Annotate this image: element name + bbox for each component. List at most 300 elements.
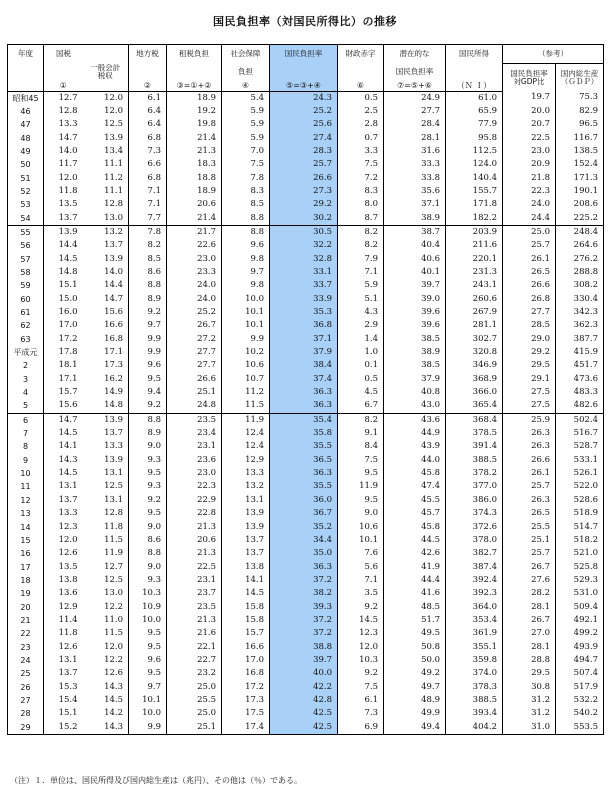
table-row	[8, 346, 604, 359]
table-row	[8, 212, 604, 226]
value-cell: 6.4	[129, 118, 167, 131]
year-cell: 平成元	[8, 346, 44, 359]
value-cell: 7.0	[222, 145, 270, 158]
value-cell: 9.0	[338, 507, 384, 520]
value-cell: 9.9	[129, 333, 167, 346]
table-row	[8, 279, 604, 292]
value-cell: 39.7	[384, 279, 446, 292]
value-cell: 37.2	[270, 627, 338, 640]
table-row	[8, 373, 604, 386]
value-cell: 36.8	[270, 319, 338, 332]
value-cell: 378.3	[446, 681, 503, 694]
value-cell: 11.5	[222, 399, 270, 413]
value-cell: 14.7	[44, 413, 83, 427]
value-cell: 19.8	[167, 118, 222, 131]
value-cell: 28.5	[503, 319, 556, 332]
value-cell: 112.5	[446, 145, 503, 158]
value-cell: 33.9	[270, 293, 338, 306]
value-cell: 16.6	[222, 641, 270, 654]
value-cell: 49.7	[384, 681, 446, 694]
value-cell: 14.3	[83, 721, 129, 735]
value-cell: 25.7	[503, 480, 556, 493]
value-cell: 13.3	[83, 440, 129, 453]
value-cell: 308.2	[556, 279, 604, 292]
value-cell: 36.3	[270, 561, 338, 574]
value-cell: 12.0	[83, 105, 129, 118]
value-cell: 23.2	[167, 667, 222, 680]
value-cell: 13.7	[58, 212, 78, 223]
table-row	[8, 667, 604, 680]
value-cell: 24.3	[270, 91, 338, 105]
sub-akaji: ⑥	[338, 80, 384, 92]
value-cell: 1.0	[338, 346, 384, 359]
value-cell: 35.3	[270, 306, 338, 319]
value-cell: 25.1	[167, 721, 222, 735]
value-cell: 9.6	[222, 239, 270, 252]
value-cell: 44.4	[384, 574, 446, 587]
value-cell: 9.2	[129, 399, 167, 413]
value-cell: 171.8	[446, 198, 503, 211]
value-cell: 11.2	[83, 172, 129, 185]
value-cell: 7.5	[338, 681, 384, 694]
year-cell: 16	[8, 547, 44, 560]
year-cell: 63	[8, 333, 44, 346]
value-cell: 11.7	[58, 159, 78, 170]
value-cell: 20.6	[167, 198, 222, 211]
value-cell: 28.1	[503, 601, 556, 614]
year-cell: 26	[8, 681, 44, 694]
value-cell: 9.3	[129, 574, 167, 587]
table-row	[8, 547, 604, 560]
value-cell: 377.0	[446, 480, 503, 493]
value-cell: 330.4	[556, 293, 604, 306]
value-cell: 7.7	[129, 212, 167, 226]
value-cell: 14.5	[58, 253, 78, 264]
value-cell: 365.4	[446, 399, 503, 413]
value-cell: 23.5	[167, 601, 222, 614]
year-cell: 62	[8, 319, 44, 332]
value-cell: 17.3	[222, 694, 270, 707]
value-cell: 51.7	[384, 614, 446, 627]
value-cell: 9.2	[129, 306, 167, 319]
value-cell: 387.7	[556, 333, 604, 346]
value-cell: 35.0	[270, 547, 338, 560]
value-cell: 17.4	[222, 721, 270, 735]
value-cell: 26.6	[167, 373, 222, 386]
table-row	[8, 494, 604, 507]
value-cell: 208.6	[556, 198, 604, 211]
value-cell: 13.7	[58, 494, 78, 505]
value-cell: 9.3	[129, 454, 167, 467]
value-cell: 155.7	[446, 185, 503, 198]
year-cell: 6	[8, 413, 44, 427]
table-row	[8, 681, 604, 694]
value-cell: 8.5	[222, 198, 270, 211]
value-cell: 23.0	[503, 145, 556, 158]
value-cell: 27.0	[503, 627, 556, 640]
table-row	[8, 399, 604, 413]
value-cell: 38.9	[384, 212, 446, 226]
value-cell: 37.2	[270, 614, 338, 627]
value-cell: 11.8	[58, 628, 78, 639]
value-cell: 24.4	[503, 212, 556, 226]
value-cell: 40.0	[270, 667, 338, 680]
year-cell: 2	[8, 359, 44, 372]
value-cell: 16.0	[58, 307, 78, 317]
value-cell: 13.9	[83, 132, 129, 145]
table-row	[8, 574, 604, 587]
value-cell: 11.9	[222, 413, 270, 427]
value-cell: 362.3	[556, 319, 604, 332]
year-cell: 13	[8, 507, 44, 520]
value-cell: 29.5	[503, 359, 556, 372]
value-cell: 9.8	[222, 253, 270, 266]
value-cell: 5.1	[338, 293, 384, 306]
value-cell: 38.8	[270, 641, 338, 654]
value-cell: 35.4	[270, 413, 338, 427]
value-cell: 13.4	[83, 145, 129, 158]
value-cell: 13.5	[58, 199, 78, 210]
value-cell: 14.1	[222, 574, 270, 587]
value-cell: 22.8	[167, 507, 222, 520]
value-cell: 499.2	[556, 627, 604, 640]
value-cell: 13.3	[58, 508, 78, 519]
value-cell: 0.5	[338, 373, 384, 386]
value-cell: 387.4	[446, 561, 503, 574]
value-cell: 37.9	[270, 346, 338, 359]
value-cell: 14.1	[58, 441, 78, 452]
value-cell: 320.8	[446, 346, 503, 359]
value-cell: 11.2	[222, 386, 270, 399]
table-row	[8, 198, 604, 211]
value-cell: 7.5	[338, 454, 384, 467]
year-cell: 12	[8, 494, 44, 507]
value-cell: 13.3	[222, 467, 270, 480]
sub-chihozei: ②	[129, 80, 167, 92]
table-header	[8, 45, 604, 92]
table-row	[8, 105, 604, 118]
value-cell: 29.2	[503, 346, 556, 359]
value-cell: 48.5	[384, 601, 446, 614]
value-cell: 25.1	[167, 386, 222, 399]
value-cell: 65.9	[446, 105, 503, 118]
value-cell: 4.3	[338, 306, 384, 319]
value-cell: 29.5	[503, 667, 556, 680]
value-cell: 15.7	[58, 387, 78, 398]
value-cell: 7.8	[129, 225, 167, 239]
value-cell: 1.4	[338, 333, 384, 346]
value-cell: 17.5	[222, 707, 270, 720]
value-cell: 361.9	[446, 627, 503, 640]
value-cell: 366.0	[446, 386, 503, 399]
value-cell: 16.6	[83, 319, 129, 332]
value-cell: 17.2	[222, 681, 270, 694]
value-cell: 11.9	[338, 480, 384, 493]
year-cell: 27	[8, 694, 44, 707]
value-cell: 41.6	[384, 587, 446, 600]
value-cell: 378.2	[446, 467, 503, 480]
value-cell: 509.4	[556, 601, 604, 614]
year-cell: 56	[8, 239, 44, 252]
value-cell: 9.3	[129, 480, 167, 493]
value-cell: 25.1	[503, 534, 556, 547]
value-cell: 17.2	[58, 333, 78, 344]
value-cell: 12.2	[83, 654, 129, 667]
value-cell: 16.2	[83, 373, 129, 386]
value-cell: 33.1	[270, 266, 338, 279]
value-cell: 152.4	[556, 158, 604, 171]
value-cell: 23.3	[167, 266, 222, 279]
value-cell: 15.6	[83, 306, 129, 319]
year-cell: 25	[8, 667, 44, 680]
value-cell: 13.7	[58, 668, 78, 679]
header-sanko: （参考）	[503, 45, 604, 64]
value-cell: 8.9	[129, 293, 167, 306]
value-cell: 12.3	[338, 627, 384, 640]
value-cell: 13.8	[58, 574, 78, 585]
value-cell: 8.2	[338, 225, 384, 239]
value-cell: 40.1	[384, 266, 446, 279]
table-row	[8, 293, 604, 306]
value-cell: 9.0	[129, 521, 167, 534]
value-cell: 32.8	[270, 253, 338, 266]
header-gdp-ratio-2: 対GDP比	[513, 76, 545, 86]
value-cell: 12.5	[83, 118, 129, 131]
value-cell: 19.2	[167, 105, 222, 118]
table-row	[8, 707, 604, 720]
value-cell: 37.1	[270, 333, 338, 346]
value-cell: 8.0	[338, 198, 384, 211]
table-row	[8, 359, 604, 372]
value-cell: 43.9	[384, 440, 446, 453]
value-cell: 9.6	[129, 654, 167, 667]
value-cell: 25.5	[167, 694, 222, 707]
header-gdp-1: 国内総生産	[560, 68, 599, 78]
table-row	[8, 601, 604, 614]
value-cell: 3.3	[338, 145, 384, 158]
value-cell: 372.6	[446, 521, 503, 534]
value-cell: 23.1	[167, 574, 222, 587]
header-senzai: 潜在的な	[384, 45, 446, 64]
value-cell: 13.2	[83, 225, 129, 239]
value-cell: 8.4	[338, 440, 384, 453]
value-cell: 171.3	[556, 172, 604, 185]
value-cell: 26.3	[503, 440, 556, 453]
value-cell: 15.3	[58, 681, 78, 692]
value-cell: 23.5	[167, 413, 222, 427]
value-cell: 25.7	[270, 158, 338, 171]
year-cell: 23	[8, 641, 44, 654]
value-cell: 41.9	[384, 561, 446, 574]
value-cell: 8.3	[338, 185, 384, 198]
value-cell: 28.2	[503, 587, 556, 600]
value-cell: 14.5	[83, 694, 129, 707]
value-cell: 26.6	[503, 454, 556, 467]
header-ippan-1: 一般会計	[90, 63, 121, 72]
value-cell: 346.9	[446, 359, 503, 372]
value-cell: 276.2	[556, 253, 604, 266]
year-cell: 昭和45	[8, 91, 44, 105]
value-cell: 0.5	[338, 91, 384, 105]
value-cell: 9.7	[129, 681, 167, 694]
value-cell: 8.8	[222, 212, 270, 226]
value-cell: 22.6	[167, 239, 222, 252]
value-cell: 264.6	[556, 239, 604, 252]
value-cell: 8.8	[129, 279, 167, 292]
header-shakai-2: 負担	[222, 64, 270, 80]
value-cell: 21.7	[167, 225, 222, 239]
year-cell: 24	[8, 654, 44, 667]
value-cell: 6.8	[129, 132, 167, 145]
value-cell: 8.2	[129, 239, 167, 252]
value-cell: 35.5	[270, 440, 338, 453]
value-cell: 14.9	[83, 386, 129, 399]
value-cell: 7.3	[338, 707, 384, 720]
table-row	[8, 521, 604, 534]
value-cell: 30.8	[503, 681, 556, 694]
value-cell: 31.0	[503, 721, 556, 735]
value-cell: 38.4	[270, 359, 338, 372]
value-cell: 77.9	[446, 118, 503, 131]
value-cell: 393.4	[446, 707, 503, 720]
value-cell: 11.0	[83, 614, 129, 627]
value-cell: 9.5	[129, 627, 167, 640]
value-cell: 14.8	[58, 266, 78, 277]
value-cell: 37.9	[384, 373, 446, 386]
value-cell: 12.0	[338, 641, 384, 654]
value-cell: 6.9	[338, 721, 384, 735]
value-cell: 6.1	[338, 694, 384, 707]
value-cell: 12.8	[83, 198, 129, 211]
value-cell: 35.6	[384, 185, 446, 198]
value-cell: 368.9	[446, 373, 503, 386]
value-cell: 25.2	[270, 105, 338, 118]
value-cell: 2.9	[338, 319, 384, 332]
value-cell: 26.6	[270, 172, 338, 185]
year-cell: 52	[8, 185, 44, 198]
table-row	[8, 427, 604, 440]
value-cell: 533.1	[556, 454, 604, 467]
value-cell: 49.4	[384, 721, 446, 735]
header-ippan-2: 税収	[97, 70, 113, 80]
value-cell: 26.7	[503, 561, 556, 574]
value-cell: 382.7	[446, 547, 503, 560]
value-cell: 388.5	[446, 454, 503, 467]
year-cell: 46	[8, 105, 44, 118]
table-row	[8, 654, 604, 667]
header-year: 年度	[8, 45, 44, 64]
value-cell: 9.4	[129, 386, 167, 399]
value-cell: 42.5	[270, 707, 338, 720]
value-cell: 39.0	[384, 293, 446, 306]
value-cell: 27.5	[503, 386, 556, 399]
value-cell: 22.7	[167, 654, 222, 667]
value-cell: 10.0	[129, 707, 167, 720]
value-cell: 20.0	[503, 105, 556, 118]
value-cell: 12.5	[83, 480, 129, 493]
value-cell: 0.7	[338, 132, 384, 145]
value-cell: 14.4	[83, 279, 129, 292]
value-cell: 190.1	[556, 185, 604, 198]
value-cell: 38.7	[384, 225, 446, 239]
value-cell: 7.8	[222, 172, 270, 185]
value-cell: 34.4	[270, 534, 338, 547]
year-cell: 59	[8, 279, 44, 292]
value-cell: 391.4	[446, 440, 503, 453]
value-cell: 49.2	[384, 667, 446, 680]
value-cell: 9.6	[129, 359, 167, 372]
value-cell: 243.1	[446, 279, 503, 292]
value-cell: 10.0	[222, 293, 270, 306]
value-cell: 36.0	[270, 494, 338, 507]
value-cell: 281.1	[446, 319, 503, 332]
value-cell: 15.1	[58, 708, 78, 719]
year-cell: 18	[8, 574, 44, 587]
header-chihozei: 地方税	[129, 45, 167, 64]
table-row	[8, 225, 604, 239]
value-cell: 359.8	[446, 654, 503, 667]
year-cell: 21	[8, 614, 44, 627]
year-cell: 11	[8, 480, 44, 493]
value-cell: 8.2	[338, 239, 384, 252]
sub-sozei: ③=①+②	[167, 80, 222, 92]
value-cell: 9.5	[129, 507, 167, 520]
year-cell: 4	[8, 386, 44, 399]
header-gdp-2: （ＧＤＰ）	[560, 76, 599, 86]
value-cell: 13.6	[58, 588, 78, 599]
year-cell: 51	[8, 172, 44, 185]
value-cell: 36.3	[270, 386, 338, 399]
value-cell: 12.7	[58, 92, 78, 103]
table-row	[8, 118, 604, 131]
value-cell: 27.3	[270, 185, 338, 198]
value-cell: 24.9	[384, 91, 446, 105]
value-cell: 14.0	[58, 145, 78, 156]
value-cell: 5.9	[222, 105, 270, 118]
value-cell: 18.9	[167, 185, 222, 198]
value-cell: 96.5	[556, 118, 604, 131]
value-cell: 26.7	[167, 319, 222, 332]
value-cell: 28.1	[503, 641, 556, 654]
value-cell: 22.3	[503, 185, 556, 198]
value-cell: 6.8	[129, 172, 167, 185]
value-cell: 492.1	[556, 614, 604, 627]
table-row	[8, 158, 604, 171]
table-row	[8, 507, 604, 520]
value-cell: 12.0	[58, 172, 78, 183]
value-cell: 14.7	[83, 293, 129, 306]
header-akaji: 財政赤字	[338, 45, 384, 64]
value-cell: 7.6	[338, 547, 384, 560]
year-cell: 14	[8, 521, 44, 534]
value-cell: 13.7	[83, 427, 129, 440]
value-cell: 12.6	[83, 667, 129, 680]
value-cell: 10.6	[222, 359, 270, 372]
value-cell: 14.5	[58, 468, 78, 479]
value-cell: 7.3	[129, 145, 167, 158]
value-cell: 13.9	[83, 454, 129, 467]
value-cell: 2.8	[338, 118, 384, 131]
value-cell: 248.4	[556, 225, 604, 239]
value-cell: 21.6	[167, 627, 222, 640]
table-row	[8, 561, 604, 574]
value-cell: 267.9	[446, 306, 503, 319]
table-row	[8, 467, 604, 480]
sub-ni: （Ｎ Ｉ）	[446, 80, 503, 92]
value-cell: 42.5	[270, 721, 338, 735]
value-cell: 12.4	[222, 427, 270, 440]
value-cell: 12.9	[222, 454, 270, 467]
